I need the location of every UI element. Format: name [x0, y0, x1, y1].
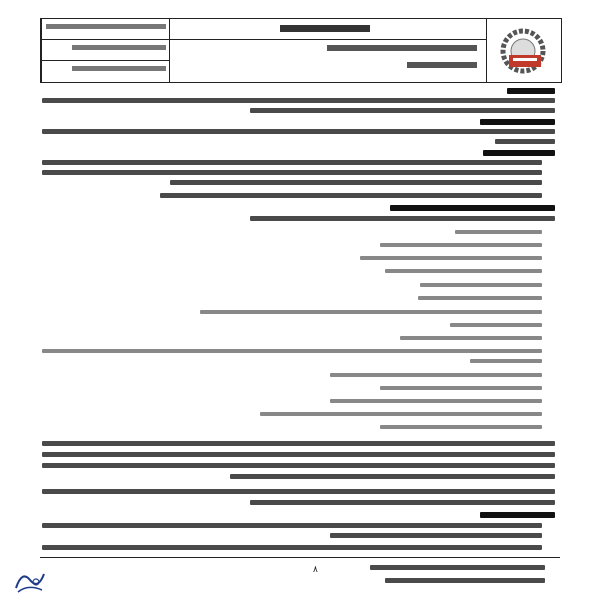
document-code-row	[42, 19, 170, 40]
annex-list-item	[42, 349, 542, 353]
footer-signature-line	[385, 578, 545, 583]
project-number	[407, 62, 477, 68]
annex-list-item	[200, 310, 542, 314]
page-number: ۸	[313, 565, 318, 575]
annex-list-item	[455, 230, 542, 234]
annex-list-item	[360, 256, 542, 260]
project-name	[327, 45, 477, 51]
article-15-line	[42, 98, 555, 103]
annex-list-item	[380, 425, 542, 429]
article-18-2-line	[42, 463, 555, 468]
article-15-line	[250, 108, 555, 113]
annex-list-item	[380, 243, 542, 247]
employer-address-line	[330, 533, 542, 538]
annex-list-item	[385, 269, 542, 273]
article-17-line	[170, 180, 542, 185]
contract-title	[170, 19, 487, 40]
article-17-line	[42, 160, 542, 165]
annex-list-item-cont	[470, 359, 542, 363]
article-18-1-line	[250, 216, 555, 221]
footer-note-line	[370, 565, 545, 570]
contract-title-column	[169, 19, 487, 82]
annex-list-item	[450, 323, 542, 327]
article-16-line	[495, 139, 555, 144]
annex-list-item	[418, 296, 542, 300]
article-17-heading	[483, 150, 555, 156]
article-18-3-line	[250, 500, 555, 505]
contract-header-table	[40, 18, 562, 83]
document-meta-column	[41, 19, 170, 82]
annex-list-item	[330, 399, 542, 403]
contract-number-row	[42, 40, 170, 61]
article-19-heading	[480, 512, 555, 518]
article-17-line	[160, 193, 542, 198]
contractor-address-line	[42, 545, 542, 550]
article-18-heading	[390, 205, 555, 211]
article-18-3-line	[42, 489, 555, 494]
annex-list-item	[420, 283, 542, 287]
article-18-2-line	[42, 441, 555, 446]
employer-address-line	[42, 523, 542, 528]
company-logo	[493, 25, 555, 77]
article-16-line	[42, 129, 555, 134]
annex-list-item	[400, 336, 542, 340]
article-15-heading	[507, 88, 555, 94]
annex-list-item	[260, 412, 542, 416]
article-18-2-line	[42, 452, 555, 457]
annex-list-item	[380, 386, 542, 390]
company-logo-cell	[486, 19, 562, 82]
article-17-line	[42, 170, 542, 175]
article-18-2-line	[230, 474, 555, 479]
footer-divider	[40, 557, 560, 558]
annex-list-item	[330, 373, 542, 377]
stamp-icon	[12, 566, 48, 596]
date-row	[42, 61, 170, 81]
article-16-heading	[480, 119, 555, 125]
